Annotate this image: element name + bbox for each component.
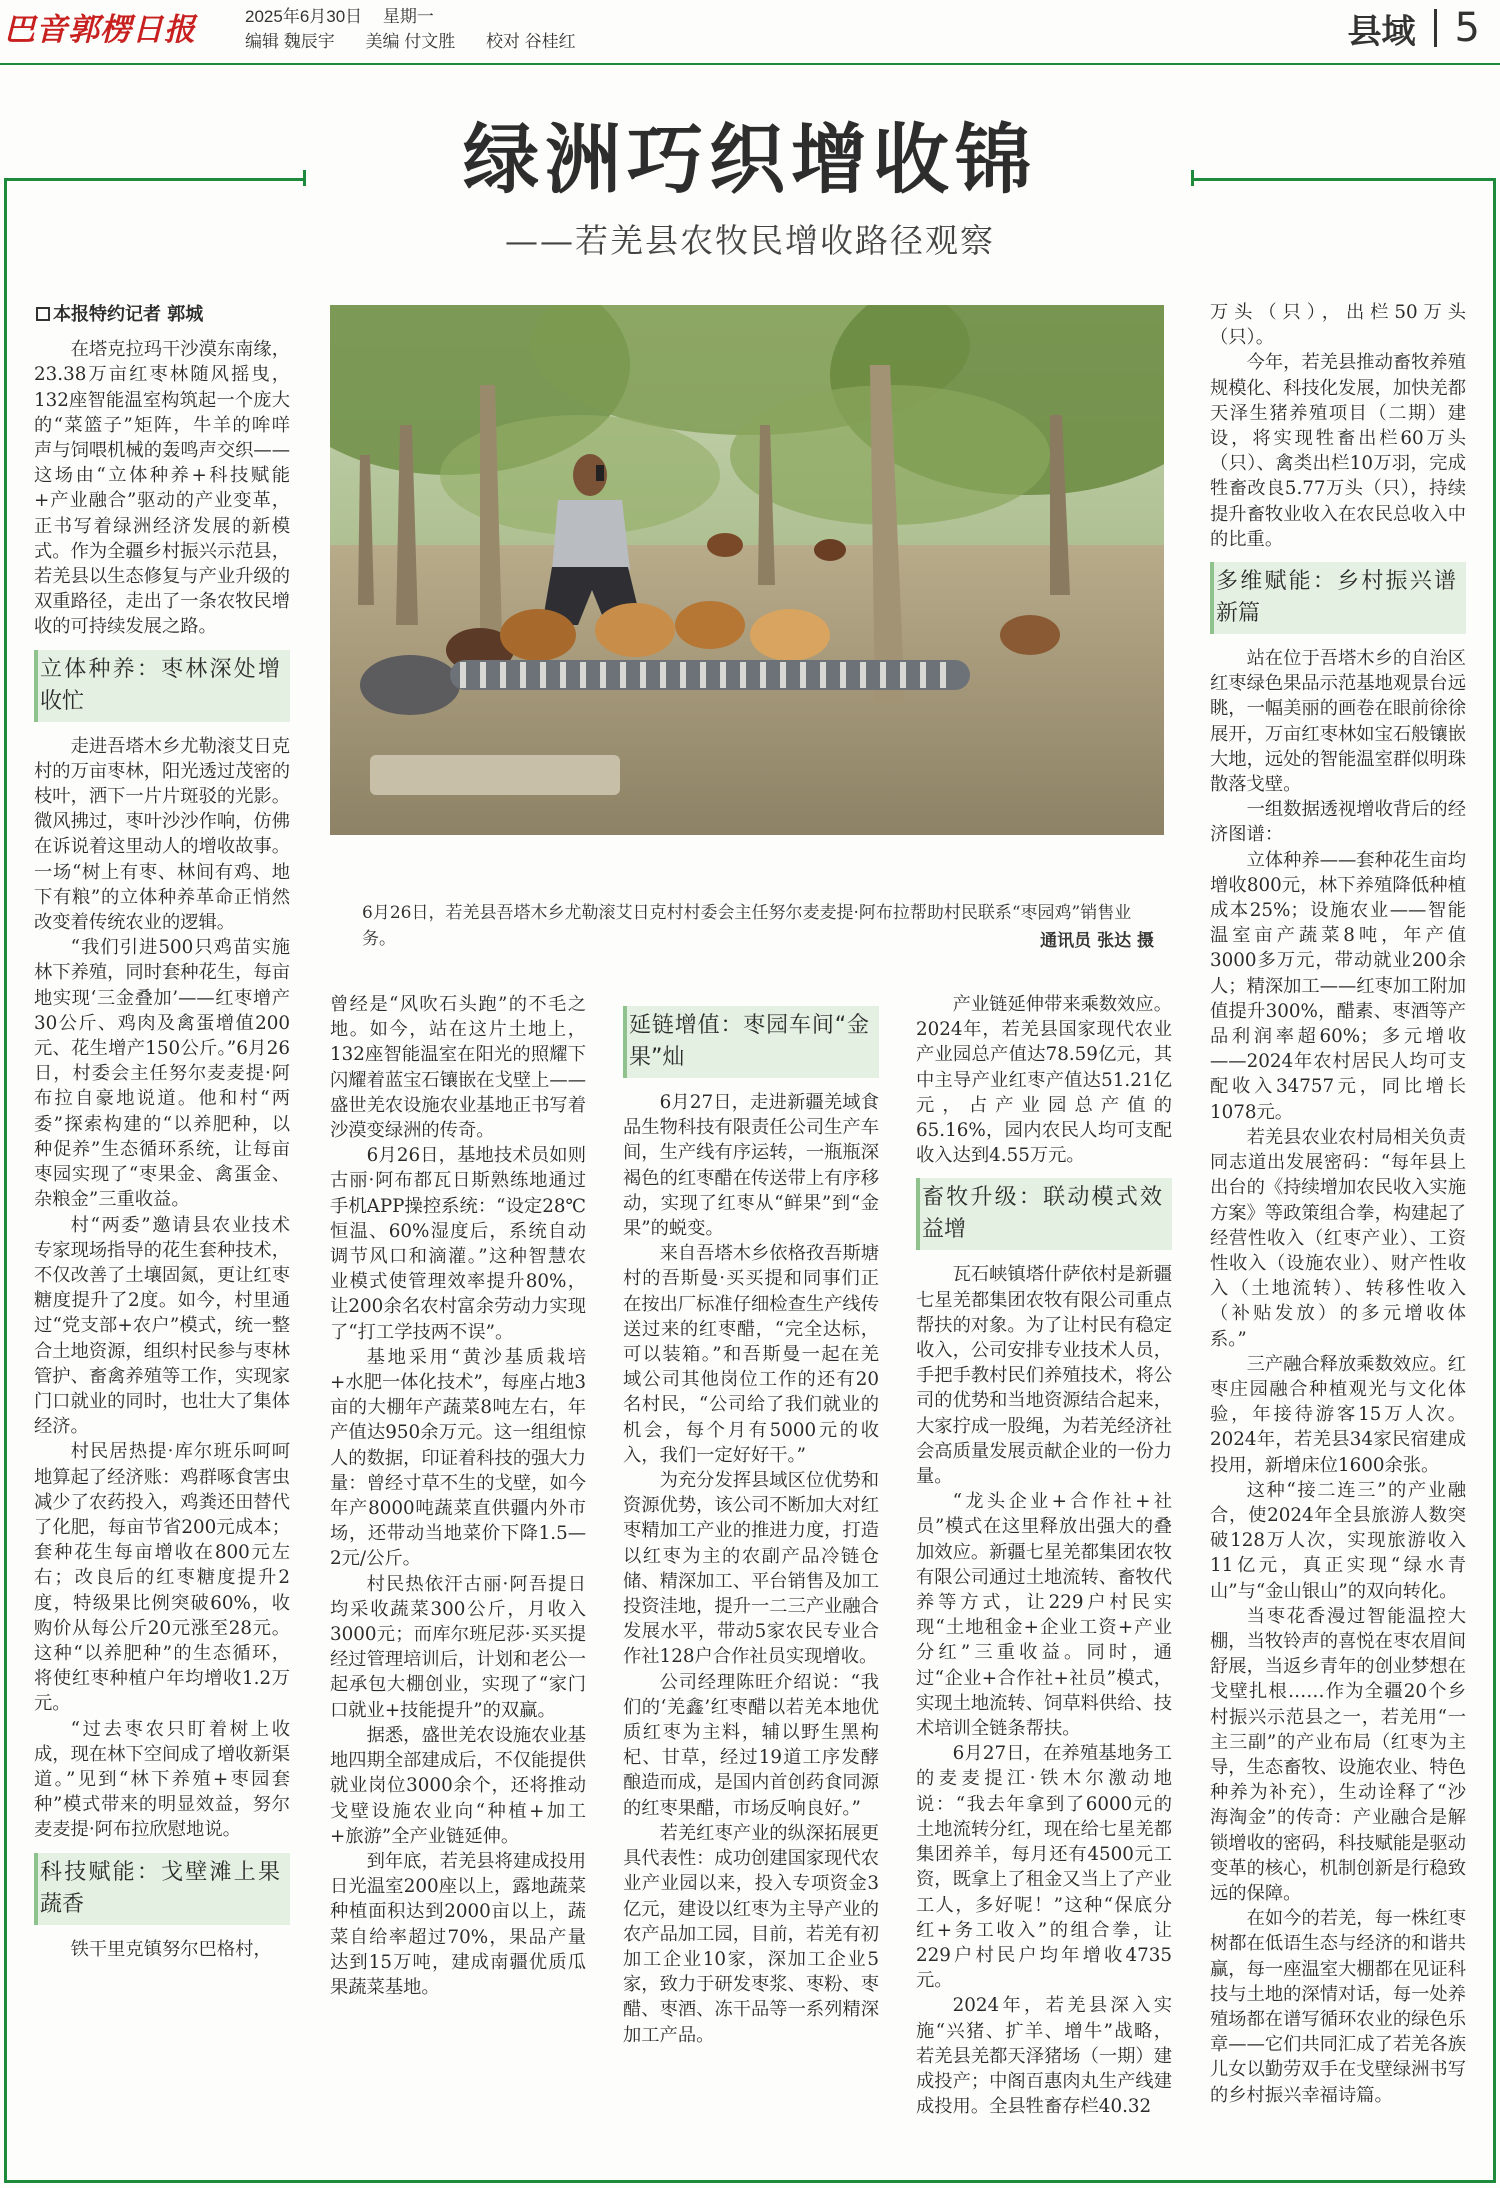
paragraph: 站在位于吾塔木乡的自治区红枣绿色果品示范基地观景台远眺，一幅美丽的画卷在眼前徐徐展开，万亩红枣林如宝石般镶嵌大地，远处的智能温室群似明珠散落戈壁。	[1210, 648, 1466, 796]
column-3	[623, 1006, 879, 2180]
column-4	[916, 992, 1172, 2180]
paragraph: 三产融合释放乘数效应。红枣庄园融合种植观光与文化体验，年接待游客15万人次。2024年，若羌县34家民宿建成投用，新增床位1600余张。	[1210, 1353, 1466, 1476]
staff-credits	[245, 27, 602, 52]
article-photo	[330, 305, 1164, 835]
newspaper-logo: 巴音郭楞日报	[4, 12, 196, 48]
page-number: 5	[1454, 5, 1480, 51]
section-subtitle: 立体种养：枣林深处增收忙	[34, 650, 290, 722]
issue-date-line	[245, 2, 450, 27]
paragraph: 来自吾塔木乡依格孜吾斯塘村的吾斯曼·买买提和同事们正在按出厂标准仔细检查生产线传送过来的红枣醋，“完全达标，可以装箱。”和吾斯曼一起在羌域公司其他岗位工作的还有20名村民，“公司给了我们就业的机会，每个月有5000元的收入，我们一定好好干。”	[623, 1243, 879, 1466]
section-subtitle: 多维赋能：乡村振兴谱新篇	[1210, 562, 1466, 634]
photo-caption	[362, 900, 1162, 952]
article-headline: 绿洲巧织增收锦	[463, 115, 1037, 204]
frame-top-right	[1191, 178, 1496, 181]
paragraph: 在如今的若羌，每一株红枣树都在低语生态与经济的和谐共赢，每一座温室大棚都在见证科技与土地的深情对话，每一处养殖场都在谱写循环农业的绿色乐章——它们共同汇成了若羌各族儿女以勤劳双手在戈壁绿洲书写的乡村振兴幸福诗篇。	[1210, 1908, 1466, 2106]
column-1	[34, 300, 290, 2180]
paragraph: 公司经理陈旺介绍说：“我们的‘羌鑫’红枣醋以若羌本地优质红枣为主料，辅以野生黑枸杞、甘草，经过19道工序发酵酿造而成，是国内首创药食同源的红枣果醋，市场反响良好。”	[623, 1671, 879, 1819]
paragraph: 基地采用“黄沙基质栽培+水肥一体化技术”，每座占地3亩的大棚年产蔬菜8吨左右，年产值达950余万元。这一组组惊人的数据，印证着科技的强大力量：曾经寸草不生的戈壁，如今年产8000吨蔬菜直供疆内外市场，还带动当地菜价下降1.5—2元/公斤。	[330, 1346, 586, 1570]
paragraph: 万头（只），出栏50万头（只）。	[1210, 302, 1466, 349]
paragraph: 为充分发挥县域区位优势和资源优势，该公司不断加大对红枣精加工产业的推进力度，打造以红枣为主的农副产品冷链仓储、精深加工、平台销售及加工投资洼地，提升一二三产业融合发展水平，带动5家农民专业合作社128户合作社员实现增收。	[623, 1470, 879, 1668]
frame-top-left	[4, 178, 306, 181]
paragraph: 2024年，若羌县深入实施“兴猪、扩羊、增牛”战略，若羌县羌都天泽猪场（一期）建成投产；中阁百惠肉丸生产线建成投用。全县牲畜存栏40.32	[916, 1995, 1172, 2118]
section-divider	[1434, 9, 1437, 47]
paragraph: 村民热依汗古丽·阿吾提日均采收蔬菜300公斤，月收入3000元；而库尔班尼莎·买买提经过管理培训后，计划和老公一起承包大棚创业，实现了“家门口就业+技能提升”的双赢。	[330, 1573, 586, 1721]
paragraph: “过去枣农只盯着树上收成，现在林下空间成了增收新渠道。”见到“林下养殖+枣园套种”模式带来的明显效益，努尔麦麦提·阿布拉欣慰地说。	[34, 1718, 290, 1841]
issue-weekday: 星期一	[382, 7, 434, 26]
paragraph: 铁干里克镇努尔巴格村，	[70, 1938, 272, 1960]
paragraph: 今年，若羌县推动畜牧养殖规模化、科技化发展，加快羌都天泽生猪养殖项目（二期）建设，将实现牲畜出栏60万头（只）、禽类出栏10万羽，完成牲畜改良5.77万头（只），持续提升畜牧业收入在农民总收入中的比重。	[1210, 352, 1466, 550]
frame-left	[4, 178, 7, 2182]
paragraph: 若羌县农业农村局相关负责同志道出发展密码：“每年县上出台的《持续增加农民收入实施方案》等政策组合拳，构建起了经营性收入（红枣产业）、工资性收入（设施农业）、财产性收入（土地流转）、转移性收入（补贴发放）的多元增收体系。”	[1210, 1126, 1466, 1350]
paragraph: 6月26日，基地技术员如则古丽·阿布都瓦日斯熟练地通过手机APP操控系统：“设定28℃恒温、60%湿度后，系统自动调节风口和滴灌。”这种智慧农业模式使管理效率提升80%，让200余名农村富余劳动力实现了“打工学技两不误”。	[330, 1145, 586, 1343]
paragraph: 当枣花香漫过智能温控大棚，当牧铃声的喜悦在枣农眉间舒展，当返乡青年的创业梦想在戈壁扎根……作为全疆20个乡村振兴示范县之一，若羌用“一主三副”的产业布局（红枣为主导，生态畜牧、设施农业、特色种养为补充），生动诠释了“沙海淘金”的传奇：产业融合是解锁增收的密码，科技赋能是驱动变革的核心，机制创新是行稳致远的保障。	[1210, 1605, 1466, 1904]
orchard-chicken-photo	[330, 305, 1164, 835]
section-marker	[1348, 6, 1480, 50]
paragraph: 立体种养——套种花生亩均增收800元，林下养殖降低种植成本25%；设施农业——智能温室亩产蔬菜8吨，年产值3000多万元，带动就业200余人；精深加工——红枣加工附加值提升300%，醋素、枣酒等产品利润率超60%；多元增收——2024年农村居民人均可支配收入34757元，同比增长1078元。	[1210, 849, 1466, 1123]
section-subtitle: 畜牧升级：联动模式效益增	[916, 1178, 1172, 1250]
art-editor-credit: 美编 付文胜	[365, 32, 456, 51]
frame-bottom	[4, 2180, 1496, 2183]
paragraph: 村“两委”邀请县农业技术专家现场指导的花生套种技术，不仅改善了土壤固氮，更让红枣糖度提升了2度。如今，村里通过“党支部+农户”模式，统一整合土地资源，组织村民参与枣林管护、畜禽养殖等工作，实现家门口就业的同时，也壮大了集体经济。	[34, 1214, 290, 1438]
paragraph: 6月27日，在养殖基地务工的麦麦提江·铁木尔激动地说：“我去年拿到了6000元的土地流转分红，现在给七星羌都集团养羊，每月还有4500元工资，既拿上了租金又当上了产业工人，多好呢！”这种“保底分红+务工收入”的组合拳，让229户村民户均年增收4735元。	[916, 1743, 1172, 1992]
paragraph: 若羌红枣产业的纵深拓展更具代表性：成功创建国家现代农业产业园以来，投入专项资金3亿元，建设以红枣为主导产业的农产品加工园，目前，若羌有初加工企业10家，深加工企业5家，致力于研发枣浆、枣粉、枣醋、枣酒、冻干品等一系列精深加工产品。	[623, 1822, 879, 2046]
proofreader-credit: 校对 谷桂红	[485, 32, 576, 51]
paragraph: 一组数据透视增收背后的经济图谱：	[1210, 799, 1466, 846]
paragraph: 走进吾塔木乡尤勒滚艾日克村的万亩枣林，阳光透过茂密的枝叶，洒下一片片斑驳的光影。微风拂过，枣叶沙沙作响，仿佛在诉说着这里动人的增收故事。一场“树上有枣、林间有鸡、地下有粮”的立体种养革命正悄然改变着传统农业的逻辑。	[34, 735, 290, 934]
editor-credit: 编辑 魏辰宇	[245, 32, 335, 51]
byline: 本报特约记者 郭城	[36, 302, 290, 327]
paragraph: 瓦石峡镇塔什萨依村是新疆七星羌都集团农牧有限公司重点帮扶的对象。为了让村民有稳定收入，公司安排专业技术人员，手把手教村民们养殖技术，将公司的优势和当地资源结合起来，大家拧成一股绳，为若羌经济社会高质量发展贡献企业的一份力量。	[916, 1264, 1172, 1488]
paragraph: 到年底，若羌县将建成投用日光温室200座以上，露地蔬菜种植面积达到2000亩以上，蔬菜自给率超过70%，果品产量达到15万吨，建成南疆优质瓜果蔬菜基地。	[330, 1850, 586, 1998]
section-name: 县域	[1347, 11, 1416, 52]
paragraph: 6月27日，走进新疆羌域食品生物科技有限责任公司生产车间，生产线有序运转，一瓶瓶深褐色的红枣醋在传送带上有序移动，实现了红枣从“鲜果”到“金果”的蜕变。	[623, 1092, 879, 1240]
caption-text: 6月26日，若羌县吾塔木乡尤勒滚艾日克村村委会主任努尔麦麦提·阿布拉帮助村民联系“枣园鸡”销售业务。	[362, 903, 1132, 949]
header-rule	[0, 63, 1500, 65]
paragraph: 曾经是“风吹石头跑”的不毛之地。如今，站在这片土地上，132座智能温室在阳光的照耀下闪耀着蓝宝石镶嵌在戈壁上——盛世羌农设施农业基地正书写着沙漠变绿洲的传奇。	[330, 994, 586, 1142]
byline-square-icon	[36, 307, 50, 321]
section-subtitle: 延链增值：枣园车间“金果”灿	[623, 1006, 879, 1078]
article-subhead: ——若羌县农牧民增收路径观察	[505, 221, 995, 260]
paragraph: “龙头企业+合作社+社员”模式在这里释放出强大的叠加效应。新疆七星羌都集团农牧有限公司通过土地流转、畜牧代养等方式，让229户村民实现“土地租金+企业工资+产业分红”三重收益。同时，通过“企业+合作社+社员”模式，实现土地流转、饲草料供给、技术培训全链条帮扶。	[916, 1491, 1172, 1740]
paragraph: 在塔克拉玛干沙漠东南缘，23.38万亩红枣林随风摇曳，132座智能温室构筑起一个庞大的“菜篮子”矩阵，牛羊的哞咩声与饲喂机械的轰鸣声交织——这场由“立体种养+科技赋能+产业融合”驱动的产业变革，正书写着绿洲经济发展的新模式。作为全疆乡村振兴示范县，若羌县以生态修复与产业升级的双重路径，走出了一条农牧民增收的可持续发展之路。	[34, 339, 290, 638]
issue-date: 2025年6月30日	[245, 7, 363, 26]
paragraph: “我们引进500只鸡苗实施林下养殖，同时套种花生，每亩地实现‘三金叠加’——红枣增产30公斤、鸡肉及禽蛋增值200元、花生增产150公斤。”6月26日，村委会主任努尔麦麦提·阿布拉自豪地说道。他和村“两委”探索构建的“以养肥种，以种促养”生态循环系统，让每亩枣园实现了“枣果金、禽蛋金、杂粮金”三重收益。	[34, 937, 290, 1211]
photo-credit: 通讯员 张达 摄	[1040, 931, 1154, 951]
section-subtitle: 科技赋能：戈壁滩上果蔬香	[34, 1853, 290, 1925]
column-2	[330, 992, 586, 2180]
paragraph: 产业链延伸带来乘数效应。2024年，若羌县国家现代农业产业园总产值达78.59亿元，其中主导产业红枣产值达51.21亿元，占产业园总产值的65.16%，园内农民人均可支配收入达到4.55万元。	[916, 994, 1172, 1167]
paragraph: 村民居热提·库尔班乐呵呵地算起了经济账：鸡群啄食害虫减少了农药投入，鸡粪还田替代了化肥，每亩节省200元成本；套种花生每亩增收在800元左右；改良后的红枣糖度提升2度，特级果比例突破60%，收购价从每公斤20元涨至28元。这种“以养肥种”的生态循环，将使红枣种植户年均增收1.2万元。	[34, 1441, 290, 1715]
masthead	[0, 0, 1500, 62]
paragraph: 据悉，盛世羌农设施农业基地四期全部建成后，不仅能提供就业岗位3000余个，还将推动戈壁设施农业向“种植+加工+旅游”全产业链延伸。	[330, 1724, 586, 1847]
paragraph: 这种“接二连三”的产业融合，使2024年全县旅游人数突破128万人次，实现旅游收入11亿元，真正实现“绿水青山”与“金山银山”的双向转化。	[1210, 1479, 1466, 1602]
frame-right	[1493, 178, 1496, 2182]
column-5	[1210, 300, 1466, 2180]
